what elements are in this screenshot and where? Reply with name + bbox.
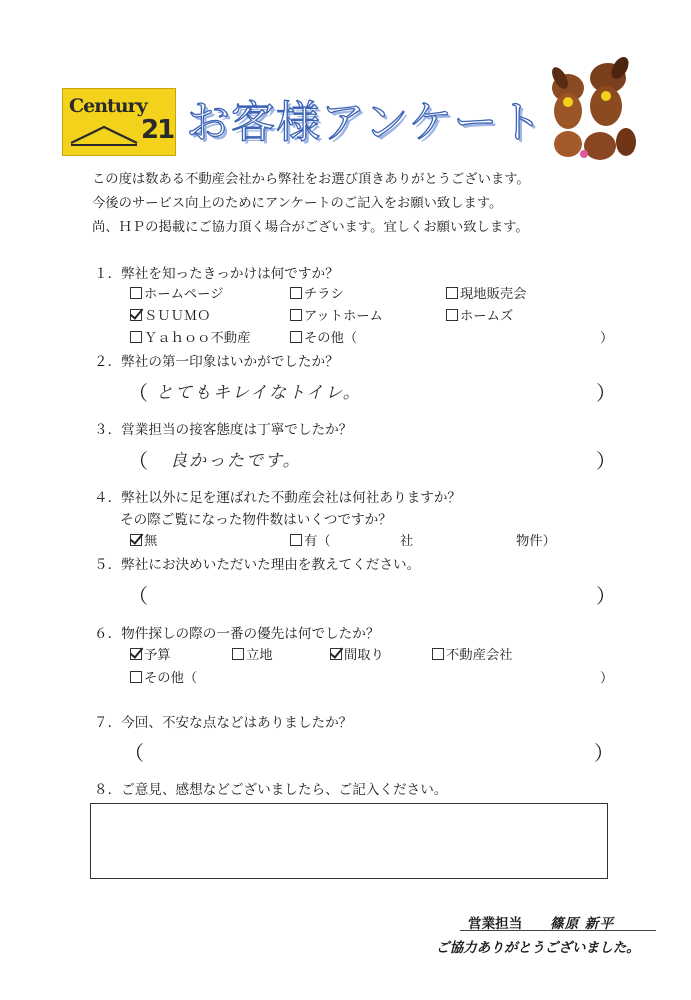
intro-line: この度は数ある不動産会社から弊社をお選び頂きありがとうございます。 <box>92 172 530 187</box>
open-paren: （ <box>128 584 148 608</box>
close-paren: ） <box>600 671 614 686</box>
option-suumo[interactable]: ＳＵＵＭＯ <box>130 305 210 324</box>
checkbox[interactable] <box>232 648 244 660</box>
staff-underline <box>460 930 656 931</box>
option-yes[interactable]: 有（ <box>290 530 331 549</box>
checkbox[interactable] <box>446 309 458 321</box>
option-athome[interactable]: アットホーム <box>290 305 383 324</box>
comment-textarea[interactable] <box>90 803 608 879</box>
checkbox[interactable] <box>446 287 458 299</box>
checkbox[interactable] <box>130 331 142 343</box>
checkbox[interactable] <box>130 287 142 299</box>
option-location[interactable]: 立地 <box>232 644 273 663</box>
unit-property: 物件） <box>516 534 556 549</box>
option-homes[interactable]: ホームズ <box>446 305 513 324</box>
option-none[interactable]: 無 <box>130 530 157 549</box>
question-2: ２．弊社の第一印象はいかがでしたか？ <box>94 354 339 370</box>
intro-line: 尚、ＨＰの掲載にご協力頂く場合がございます。宜しくお願い致します。 <box>92 220 529 235</box>
checkbox[interactable] <box>290 534 302 546</box>
checkbox-checked[interactable] <box>130 309 142 321</box>
open-paren: （ <box>128 381 148 405</box>
question-1: １．弊社を知ったきっかけは何ですか？ <box>94 266 339 282</box>
checkbox-checked[interactable] <box>130 534 142 546</box>
option-budget[interactable]: 予算 <box>130 644 171 663</box>
checkbox-checked[interactable] <box>330 648 342 660</box>
checkbox[interactable] <box>290 309 302 321</box>
question-4: ４．弊社以外に足を運ばれた不動産会社は何社ありますか？ <box>94 490 462 506</box>
question-4-sub: その際ご覧になった物件数はいくつですか？ <box>120 512 392 528</box>
open-paren: （ <box>124 741 144 765</box>
option-floor-plan[interactable]: 間取り <box>330 644 384 663</box>
checkbox[interactable] <box>290 331 302 343</box>
logo-number: 21 <box>141 115 174 145</box>
staff-label: 営業担当 <box>468 916 523 932</box>
question-5: ５．弊社にお決めいただいた理由を教えてください。 <box>94 557 421 573</box>
option-flyer[interactable]: チラシ <box>290 283 344 302</box>
close-paren: ） <box>596 381 616 405</box>
answer-q3-handwritten[interactable]: 良かったです。 <box>170 451 302 471</box>
checkbox[interactable] <box>290 287 302 299</box>
question-3: ３．営業担当の接客態度は丁寧でしたか？ <box>94 422 353 438</box>
question-6: ６．物件探しの際の一番の優先は何でしたか？ <box>94 626 380 642</box>
checkbox[interactable] <box>432 648 444 660</box>
answer-q2-handwritten[interactable]: とてもキレイなトイレ。 <box>156 383 362 403</box>
question-8: ８．ご意見、感想などございましたら、ご記入ください。 <box>94 782 448 798</box>
checkbox-checked[interactable] <box>130 648 142 660</box>
open-paren: （ <box>128 449 148 473</box>
option-homepage[interactable]: ホームページ <box>130 283 224 302</box>
logo-word: Century <box>69 95 147 117</box>
option-yahoo-realestate[interactable]: Ｙａｈｏｏ不動産 <box>130 327 250 346</box>
option-open-house[interactable]: 現地販売会 <box>446 283 526 302</box>
survey-title: お客様アンケート <box>186 97 544 148</box>
intro-line: 今後のサービス向上のためにアンケートのご記入をお願い致します。 <box>92 196 503 211</box>
thanks-message: ご協力ありがとうございました。 <box>436 940 640 956</box>
house-roof-icon <box>69 123 139 147</box>
question-7: ７．今回、不安な点などはありましたか？ <box>94 715 353 731</box>
close-paren: ） <box>596 449 616 473</box>
close-paren: ） <box>600 331 614 346</box>
option-other[interactable]: その他（ <box>130 667 197 686</box>
option-other[interactable]: その他（ <box>290 327 357 346</box>
checkbox[interactable] <box>130 671 142 683</box>
option-realestate-company[interactable]: 不動産会社 <box>432 644 512 663</box>
unit-company: 社 <box>400 534 414 549</box>
intro-text <box>92 168 530 240</box>
dog-mascot-illustration <box>538 56 638 164</box>
century21-logo <box>62 88 176 156</box>
close-paren: ） <box>596 584 616 608</box>
close-paren: ） <box>594 741 614 765</box>
staff-name: 篠原 新平 <box>550 916 615 932</box>
